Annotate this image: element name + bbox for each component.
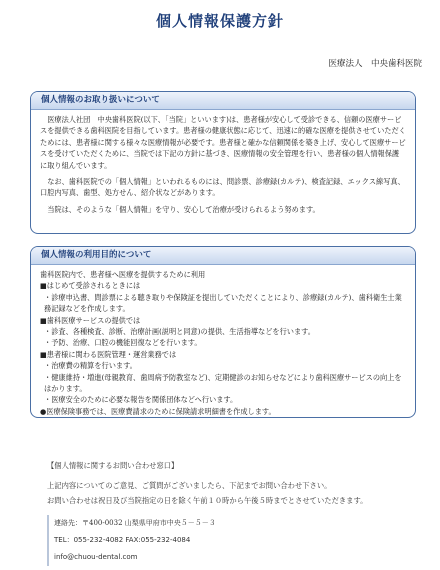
handling-paragraph: なお、歯科医院での「個人情報」といわれるものには、問診票、診療録(カルテ)、検査記録、エックス線写真、口腔内写真、歯型、処方せん、紹介状などがあります。 — [40, 177, 405, 198]
purpose-sub-item: ・診査、各種検査、診断、治療計画(説明と同意)の提供、生活指導などを行います。 — [44, 327, 315, 337]
contact-text: 上記内容についてのご意見、ご質問がございましたら、下記までお問い合わせ下さい。 — [47, 481, 332, 490]
contact-heading: 【個人情報に関するお問い合わせ窓口】 — [47, 461, 179, 470]
contact-hours: お問い合わせは祝日及び当院指定の日を除く午前１０時から午後５時までとさせていただきます。 — [47, 495, 368, 505]
organization-name: 医療法人 中央歯科医院 — [328, 59, 422, 69]
contact-email[interactable]: info@chuou-dental.com — [54, 553, 138, 561]
handling-paragraph: 医療法人社団 中央歯科医院(以下、「当院」といいます)は、患者様が安心して受診できる、信頼の医療サービスを提供できる歯科医院を目指しています。患者様の健康状態に応じて、迅速に的確な医療を提供させていただくためには、患者様に関する様々な医療情報が必要です。患者様と確かな信頼関係を築き上げ、安心して医療サービスを受けていただくために、当院では下記の方針に基づき、医療情報の安全管理を行い、患者様の個人情報保護に取り組んでいます。 — [40, 115, 406, 170]
purpose-item: ●医療保険事務では、医療費請求のために保険請求明細書を作成します。 — [40, 406, 276, 416]
purpose-sub-item: ・治療費の精算を行います。 — [44, 361, 137, 371]
contact-address: 連絡先：〒400-0032 山梨県甲府市中央５－５－３ — [54, 519, 216, 527]
contact-section — [47, 461, 427, 566]
section-purpose-body — [31, 265, 415, 417]
purpose-sub-item: ・診療申込書、問診票による聴き取りや保険証を提出していただくことにより、診療録(カルテ)、歯科衛生士業務記録などを作成します。 — [44, 292, 402, 314]
purpose-sub-item: ・健康維持・増進(母親教育、歯周病予防教室など)、定期健診のお知らせなどにより歯科医療サービスの向上をはかります。 — [44, 372, 402, 394]
purpose-item: ■患者様に関わる医院管理・運営業務では — [40, 349, 177, 359]
purpose-item: ■歯科医療サービスの提供では — [40, 315, 141, 325]
contact-phone: TEL：055-232-4082 FAX:055-232-4084 — [54, 536, 191, 544]
purpose-sub-item: ・医療安全のために必要な報告を関係団体などへ行います。 — [44, 395, 238, 405]
section-handling — [30, 91, 416, 234]
purpose-sub-item: ・予防、治療、口腔の機能回復などを行います。 — [44, 338, 202, 348]
page-title: 個人情報保護方針 — [155, 12, 284, 30]
handling-paragraph: 当院は、そのような「個人情報」を守り、安心して治療が受けられるよう努めます。 — [47, 204, 320, 214]
section-handling-body — [31, 110, 415, 215]
section-purpose — [30, 246, 416, 418]
contact-details — [47, 515, 427, 566]
purpose-item: ■はじめて受診されるときには — [40, 281, 141, 291]
purpose-item: 歯科医院内で、患者様へ医療を提供するために利用 — [40, 270, 206, 279]
section-handling-heading: 個人情報のお取り扱いについて — [31, 92, 415, 110]
section-purpose-heading: 個人情報の利用目的について — [31, 247, 415, 265]
